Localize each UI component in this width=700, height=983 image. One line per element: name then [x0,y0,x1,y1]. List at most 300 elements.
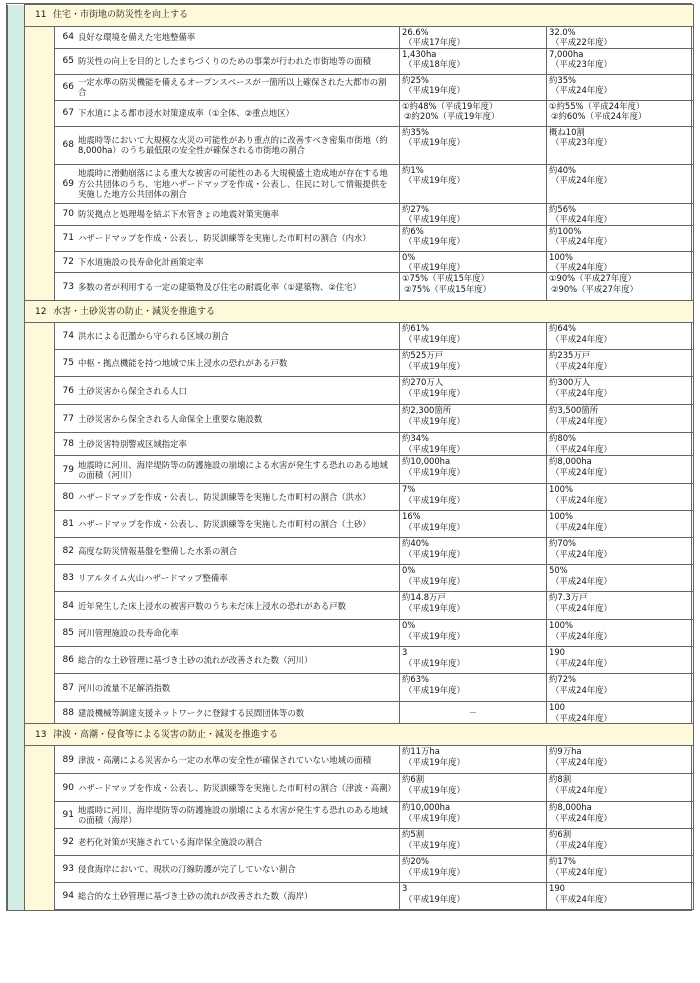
target-value-line: 100 [549,702,565,713]
current-value-cell [400,350,547,377]
row-indent [25,405,55,433]
current-value-cell [400,100,547,126]
indicator-number: 79 [62,464,74,475]
section-stripe [8,203,25,225]
indicator-text: 侵食海岸において、現状の汀線防護が完了していない割合 [78,864,296,875]
current-value-line: 約40% [402,538,429,549]
indicator-text: 河川管理施設の長寿命化率 [78,628,179,639]
section-number: 13 [35,729,47,740]
target-value-cell [547,203,694,225]
section-title-text: 住宅・市街地の防災性を向上する [53,10,189,21]
indicator-cell [55,647,400,674]
indicator-text: 洪水による氾濫から守られる区域の割合 [78,331,229,342]
indicator-row [8,203,694,225]
section-stripe [8,350,25,377]
section-stripe [8,273,25,301]
target-value-line: 概ね10割 [549,126,585,137]
section-stripe [8,620,25,647]
section-stripe [8,674,25,702]
target-value-line: （平成23年度） [551,137,612,148]
indicator-cell [55,27,400,49]
indicator-cell [55,203,400,225]
target-value-line: （平成24年度） [551,657,612,668]
section-stripe [8,511,25,538]
indicator-row [8,323,694,350]
current-value-line: （平成19年度） [404,137,465,148]
row-indent [25,647,55,674]
target-value-line: （平成24年度） [551,812,612,823]
current-value-line: （平成19年度） [404,262,465,273]
indicator-cell [55,48,400,74]
indicator-text: ハザードマップを作成・公表し、防災訓練等を実施した市町村の割合（津波・高潮） [78,782,396,793]
target-value-line: 約6割 [549,829,572,840]
current-value-cell [400,377,547,405]
indicator-row [8,433,694,456]
indicator-cell [55,433,400,456]
current-value-line: 約10,000ha [402,456,451,467]
indicator-text: 建設機械等調達支援ネットワークに登録する民間団体等の数 [78,707,305,718]
row-indent [25,565,55,592]
current-value-cell [400,774,547,802]
indicator-row [8,456,694,484]
target-value-line: （平成24年度） [551,866,612,877]
current-value-line: 約6割 [402,774,425,785]
row-indent [25,48,55,74]
target-value-cell [547,27,694,49]
target-value-cell [547,802,694,829]
section-stripe [8,126,25,164]
row-indent [25,27,55,49]
current-value-cell [400,829,547,856]
section-stripe [8,538,25,565]
target-value-cell [547,456,694,484]
current-value-line: 約63% [402,674,429,685]
section-stripe [8,746,25,774]
row-indent [25,592,55,620]
target-value-line: （平成24年度） [551,756,612,767]
current-value-line: 約11万ha [402,746,440,757]
section-stripe [8,724,25,746]
indicator-number: 70 [62,209,74,220]
target-value-line: 約64% [549,323,576,334]
row-indent [25,856,55,883]
current-value-cell [400,538,547,565]
target-value-line: 100% [549,484,573,495]
target-value-line: 約3,500箇所 [549,405,599,416]
indicator-number: 69 [62,178,74,189]
current-value-line: 0% [402,565,416,576]
section-header-row [8,724,694,746]
indicator-number: 74 [62,331,74,342]
current-value-cell [400,620,547,647]
indicator-row [8,48,694,74]
indicator-text: 地震時に河川、海岸堤防等の防護施設の崩壊による水害が発生する恐れのある地域の面積（海岸） [78,805,388,826]
row-indent [25,883,55,910]
target-value-line: 7,000ha [549,48,584,59]
indicator-text: 一定水準の防災機能を備えるオープンスペースが一箇所以上確保された大都市の割合 [78,76,387,98]
row-indent [25,702,55,724]
indicator-number: 89 [62,754,74,765]
indicator-row [8,856,694,883]
indicator-text: 良好な環境を備えた宅地整備率 [78,32,196,43]
indicator-number: 75 [62,358,74,369]
section-title [25,301,694,323]
current-value-line: 7% [402,484,416,495]
indicator-cell [55,273,400,301]
indicator-number: 83 [62,573,74,584]
indicator-cell [55,856,400,883]
indicator-text: 防災性の向上を目的としたまちづくりのための事業が行われた市街地等の面積 [78,56,372,67]
target-value-line: （平成24年度） [551,548,612,559]
current-value-cell [400,647,547,674]
indicator-row [8,774,694,802]
current-value-line: （平成17年度） [404,37,465,48]
indicator-text: ハザードマップを作成・公表し、防災訓練等を実施した市町村の割合（洪水） [78,492,371,503]
indicator-text: 土砂災害から保全される人命保全上重要な施設数 [78,413,263,424]
target-value-line: （平成24年度） [551,466,612,477]
current-value-cell [400,746,547,774]
row-indent [25,126,55,164]
target-value-line: 32.0% [549,27,576,37]
target-value-line: （平成24年度） [551,521,612,532]
target-value-cell [547,323,694,350]
target-value-line: （平成24年度） [551,214,612,225]
target-value-cell [547,511,694,538]
indicator-row [8,74,694,100]
indicator-cell [55,774,400,802]
current-value-line: 3 [402,883,408,894]
target-value-cell [547,433,694,456]
current-value-line: 約10,000ha [402,802,451,813]
section-number: 12 [35,306,47,317]
current-value-cell [400,433,547,456]
indicator-text: ハザードマップを作成・公表し、防災訓練等を実施した市町村の割合（内水） [78,233,371,244]
row-indent [25,203,55,225]
target-value-cell [547,856,694,883]
indicator-text: 河川の流量不足解消指数 [78,682,171,693]
indicator-number: 92 [62,837,74,848]
current-value-line: 16% [402,511,421,522]
target-value-line: 約100% [549,225,582,236]
current-value-line: 約27% [402,203,429,214]
target-value-line: ②90%（平成27年度） [551,283,639,294]
indicator-cell [55,350,400,377]
current-value-cell [400,164,547,203]
indicator-text: 土砂災害特別警戒区域指定率 [78,439,187,450]
target-value-cell [547,746,694,774]
section-stripe [8,484,25,511]
target-value-cell [547,164,694,203]
indicator-text: 地震時に河川、海岸堤防等の防護施設の崩壊による水害が発生する恐れのある地域の面積（河川） [78,459,388,480]
target-value-cell [547,100,694,126]
current-value-line: （平成19年度） [404,893,465,904]
current-value-line: 3 [402,647,408,658]
target-value-line: （平成24年度） [551,839,612,850]
indicator-number: 77 [62,413,74,424]
current-value-line: （平成19年度） [404,866,465,877]
indicator-row [8,251,694,273]
target-value-cell [547,405,694,433]
section-stripe [8,405,25,433]
row-indent [25,774,55,802]
target-value-line: 190 [549,883,565,894]
indicator-cell [55,405,400,433]
target-value-line: （平成24年度） [551,712,612,723]
indicator-cell [55,802,400,829]
section-title-text: 津波・高潮・侵食等による災害の防止・減災を推進する [53,729,279,740]
indicator-text: リアルタイム火山ハザードマップ整備率 [78,573,228,584]
indicator-row [8,100,694,126]
target-value-line: 約300万人 [549,377,591,388]
current-value-line: 約34% [402,433,429,444]
target-value-cell [547,377,694,405]
target-value-cell [547,702,694,724]
current-value-line: （平成19年度） [404,466,465,477]
current-value-cell [400,702,547,724]
indicator-text: 下水道施設の長寿命化計画策定率 [78,256,204,267]
current-value-line: 約14.8万戸 [402,592,446,603]
target-value-cell [547,350,694,377]
target-value-line: （平成24年度） [551,684,612,695]
indicator-number: 65 [62,56,74,67]
target-value-line: 約7.3万戸 [549,592,588,603]
current-value-line: 約525万戸 [402,350,444,361]
target-value-line: （平成24年度） [551,333,612,344]
row-indent [25,674,55,702]
indicator-text: 総合的な土砂管理に基づき土砂の流れが改善された数（海岸） [78,891,313,902]
current-value-line: ①約48%（平成19年度） [402,100,498,111]
current-value-cell [400,273,547,301]
indicator-number: 80 [62,492,74,503]
indicator-number: 84 [62,600,74,611]
indicator-row [8,511,694,538]
current-value-line: （平成19年度） [404,360,465,371]
section-stripe [8,74,25,100]
current-value-line: （平成19年度） [404,756,465,767]
section-title-text: 水害・土砂災害の防止・減災を推進する [53,306,216,317]
indicator-row [8,674,694,702]
indicator-row [8,27,694,49]
indicator-number: 72 [62,256,74,267]
current-value-line: （平成19年度） [404,443,465,454]
target-value-cell [547,48,694,74]
current-value-cell [400,592,547,620]
current-value-cell [400,126,547,164]
section-stripe [8,829,25,856]
indicator-row [8,273,694,301]
target-value-line: （平成23年度） [551,59,612,70]
indicator-text: 老朽化対策が実施されている海岸保全施設の割合 [78,837,263,848]
current-value-line: （平成19年度） [404,602,465,613]
indicator-cell [55,620,400,647]
indicator-cell [55,251,400,273]
row-indent [25,273,55,301]
policy-indicator-table [6,3,692,911]
indicator-number: 71 [62,233,74,244]
row-indent [25,225,55,251]
indicator-cell [55,511,400,538]
current-value-line: （平成19年度） [404,175,465,186]
target-value-line: 約40% [549,164,576,175]
row-indent [25,746,55,774]
current-value-line: （平成19年度） [404,214,465,225]
indicator-cell [55,126,400,164]
target-value-cell [547,126,694,164]
section-stripe [8,301,25,323]
current-value-line: 約20% [402,856,429,867]
target-value-line: 約9万ha [549,746,582,757]
current-value-line: ②75%（平成15年度） [404,283,492,294]
indicator-cell [55,100,400,126]
indicator-number: 73 [62,281,74,292]
target-value-line: 100% [549,251,573,262]
target-value-line: ②約60%（平成24年度） [551,111,647,122]
section-title [25,724,694,746]
current-value-line: （平成19年度） [404,415,465,426]
current-value-line: （平成19年度） [404,812,465,823]
indicator-cell [55,538,400,565]
indicator-text: 地震時に滑動崩落による重大な被害の可能性のある大規模盛土造成地が存在する地方公共団体のうち、宅地ハザードマップを作成・公表し、住民に対して情報提供を実施した地方公共団体の割合 [78,168,388,200]
section-stripe [8,592,25,620]
indicator-cell [55,746,400,774]
indicator-cell [55,225,400,251]
indicator-row [8,620,694,647]
current-value-cell [400,48,547,74]
current-value-cell [400,405,547,433]
target-value-cell [547,647,694,674]
current-value-line: （平成19年度） [404,494,465,505]
target-value-line: 約56% [549,203,576,214]
indicator-row [8,829,694,856]
target-value-line: （平成24年度） [551,494,612,505]
indicator-text: 下水道による都市浸水対策達成率（①全体、②重点地区） [78,108,295,119]
indicator-text: 津波・高潮による災害から一定の水準の安全性が確保されていない地域の面積 [78,754,372,765]
section-number: 11 [35,10,47,21]
indicator-text: 総合的な土砂管理に基づき土砂の流れが改善された数（河川） [78,655,313,666]
current-value-cell [400,323,547,350]
target-value-line: 約17% [549,856,576,867]
section-stripe [8,377,25,405]
section-title [25,5,694,27]
indicator-cell [55,164,400,203]
indicator-number: 66 [62,82,74,93]
current-value-line: 約270万人 [402,377,444,388]
row-indent [25,74,55,100]
target-value-line: （平成24年度） [551,784,612,795]
section-stripe [8,27,25,49]
section-header-row [8,301,694,323]
target-value-cell [547,883,694,910]
indicator-text: 高度な防災情報基盤を整備した水系の割合 [78,546,238,557]
section-stripe [8,5,25,27]
target-value-line: 約35% [549,74,576,85]
section-stripe [8,433,25,456]
indicator-row [8,405,694,433]
target-value-cell [547,565,694,592]
section-stripe [8,100,25,126]
indicator-row [8,377,694,405]
indicator-cell [55,702,400,724]
current-value-line: 0% [402,251,416,262]
current-value-line: （平成19年度） [404,684,465,695]
indicator-row [8,883,694,910]
target-value-line: ①約55%（平成24年度） [549,100,645,111]
indicator-row [8,702,694,724]
target-value-cell [547,620,694,647]
indicator-row [8,164,694,203]
current-value-line: （平成18年度） [404,59,465,70]
indicator-text: ハザードマップを作成・公表し、防災訓練等を実施した市町村の割合（土砂） [78,519,371,530]
current-value-cell [400,856,547,883]
current-value-line: 約2,300箇所 [402,405,452,416]
target-value-cell [547,592,694,620]
target-value-line: （平成24年度） [551,262,612,273]
current-value-line: ①75%（平成15年度） [402,273,490,284]
indicator-text: 多数の者が利用する一定の建築物及び住宅の耐震化率（①建築物、②住宅） [78,281,362,292]
current-value-line: （平成19年度） [404,575,465,586]
indicator-row [8,802,694,829]
current-value-cell [400,27,547,49]
indicator-number: 76 [62,385,74,396]
section-stripe [8,856,25,883]
indicator-cell [55,674,400,702]
row-indent [25,323,55,350]
indicator-number: 90 [62,782,74,793]
indicator-number: 68 [62,140,74,151]
indicator-cell [55,829,400,856]
current-value-cell [400,74,547,100]
target-value-line: 約8割 [549,774,572,785]
target-value-line: 約235万戸 [549,350,591,361]
current-value-line: 約35% [402,126,429,137]
indicator-number: 78 [62,439,74,450]
indicator-row [8,746,694,774]
current-value-line: （平成19年度） [404,784,465,795]
current-value-cell [400,565,547,592]
target-value-line: 約8,000ha [549,456,592,467]
indicator-cell [55,377,400,405]
target-value-line: （平成24年度） [551,387,612,398]
indicator-number: 91 [62,810,74,821]
target-value-line: （平成24年度） [551,236,612,247]
target-value-line: 約70% [549,538,576,549]
target-value-line: 100% [549,511,573,522]
indicator-text: 地震時等において大規模な火災の可能性があり重点的に改善すべき密集市街地（約8,000ha）のうち最低限の安全性が確保される市街地の割合 [78,134,388,156]
current-value-line: （平成19年度） [404,333,465,344]
indicator-number: 81 [62,519,74,530]
section-stripe [8,251,25,273]
section-stripe [8,774,25,802]
target-value-cell [547,674,694,702]
row-indent [25,484,55,511]
current-value-line: （平成19年度） [404,657,465,668]
row-indent [25,377,55,405]
section-stripe [8,48,25,74]
target-value-line: 190 [549,647,565,658]
indicator-cell [55,74,400,100]
target-value-cell [547,251,694,273]
target-value-line: （平成24年度） [551,630,612,641]
indicator-number: 87 [62,682,74,693]
indicator-row [8,350,694,377]
current-value-cell [400,456,547,484]
indicator-text: 中枢・拠点機能を持つ地域で床上浸水の恐れがある戸数 [78,358,288,369]
current-value-cell [400,883,547,910]
target-value-line: （平成24年度） [551,575,612,586]
current-value-line: （平成19年度） [404,387,465,398]
target-value-cell [547,774,694,802]
indicator-number: 88 [62,707,74,718]
